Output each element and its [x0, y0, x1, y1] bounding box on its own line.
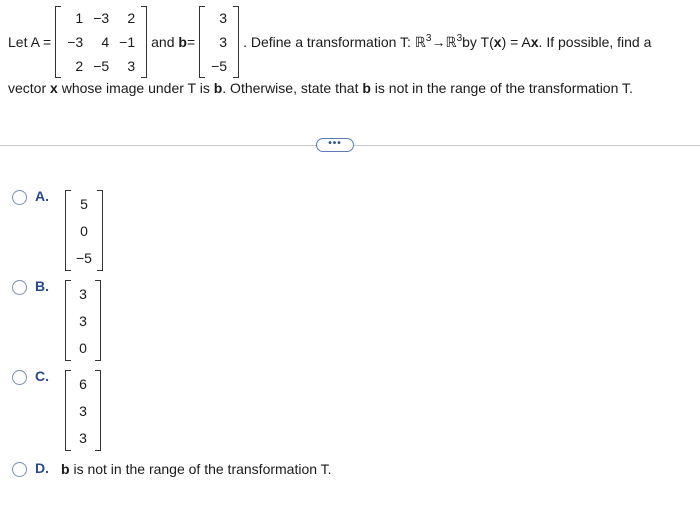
matrix-a-cell: −1 — [119, 34, 136, 50]
eq-text: ) = A — [501, 34, 531, 50]
and-text: and — [151, 34, 175, 50]
matrix-a-cell: 4 — [101, 34, 110, 50]
vector-b-cell: 3 — [219, 10, 228, 26]
text-segment: . Otherwise, state that — [222, 80, 363, 96]
matrix-a-cell: −5 — [93, 58, 110, 74]
define-text: . Define a transformation T: ℝ — [243, 33, 426, 50]
superscript: 3 — [456, 32, 463, 44]
superscript: 3 — [425, 32, 432, 44]
radio-button-a[interactable] — [12, 190, 27, 205]
more-button[interactable]: ••• — [316, 138, 354, 152]
option-a-vector — [65, 190, 103, 271]
b-symbol: b — [178, 34, 187, 50]
vector-cell: 3 — [79, 285, 87, 302]
text-segment: vector — [8, 80, 51, 96]
let-a-label: Let A = — [8, 34, 52, 50]
matrix-a-cell: 2 — [75, 58, 84, 74]
vector-cell: 3 — [79, 402, 87, 419]
text-segment: is not in the range of the transformation T. — [370, 80, 633, 96]
matrix-a-cell: 3 — [127, 58, 136, 74]
matrix-a-cell: 2 — [127, 10, 136, 26]
vector-cell: 0 — [79, 339, 87, 356]
x-symbol: x — [493, 34, 502, 50]
option-a[interactable] — [12, 188, 107, 271]
matrix-a — [55, 6, 147, 78]
option-d-rest: is not in the range of the transformation T. — [69, 461, 332, 477]
vector-cell: 0 — [80, 222, 88, 239]
option-b[interactable] — [12, 278, 105, 361]
radio-button-c[interactable] — [12, 370, 27, 385]
radio-button-d[interactable] — [12, 462, 27, 477]
option-label: B. — [35, 278, 49, 294]
vector-cell: 5 — [80, 195, 88, 212]
option-label: D. — [35, 460, 49, 476]
option-c[interactable] — [12, 368, 105, 451]
matrix-a-cell: 1 — [75, 10, 84, 26]
question-line-1 — [8, 4, 651, 80]
find-text: . If possible, find a — [538, 34, 652, 50]
x-symbol: x — [530, 34, 539, 50]
vector-b — [199, 6, 239, 78]
vector-b-cell: 3 — [219, 34, 228, 50]
option-c-vector — [65, 370, 101, 451]
matrix-a-cell: −3 — [93, 10, 110, 26]
vector-cell: −5 — [76, 249, 92, 266]
equals-text: = — [186, 34, 196, 50]
radio-button-b[interactable] — [12, 280, 27, 295]
vector-cell: 6 — [79, 375, 87, 392]
option-d-text — [61, 461, 332, 477]
question-line-2 — [8, 80, 633, 96]
vector-cell: 3 — [79, 429, 87, 446]
b-symbol: b — [362, 80, 371, 96]
text-segment: whose image under T is — [57, 80, 214, 96]
option-d[interactable] — [12, 460, 332, 477]
b-symbol: b — [61, 461, 70, 477]
option-label: A. — [35, 188, 49, 204]
vector-cell: 3 — [79, 312, 87, 329]
by-text: by T( — [462, 34, 494, 50]
b-symbol: b — [213, 80, 223, 96]
x-symbol: x — [50, 80, 58, 96]
option-label: C. — [35, 368, 49, 384]
option-b-vector — [65, 280, 101, 361]
vector-b-cell: −5 — [211, 58, 228, 74]
matrix-a-cell: −3 — [67, 34, 84, 50]
arrow-text: →ℝ — [431, 33, 457, 50]
